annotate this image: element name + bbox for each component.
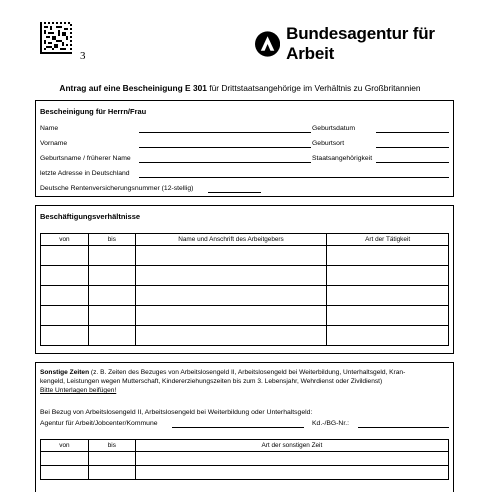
other-periods-description — [40, 368, 450, 395]
table-cell[interactable] — [41, 266, 89, 286]
geburtsname-field[interactable] — [139, 162, 311, 163]
table-cell[interactable] — [88, 452, 135, 466]
col-bis: bis — [88, 440, 135, 452]
staatsangehoerigkeit-label: Staatsangehörigkeit — [312, 155, 373, 162]
kdnr-label: Kd.-/BG-Nr.: — [312, 420, 350, 427]
geburtsort-field[interactable] — [376, 147, 449, 148]
table-cell[interactable] — [41, 306, 89, 326]
other-periods-table — [40, 439, 449, 480]
agentur-label: Agentur für Arbeit/Jobcenter/Kommune — [40, 420, 158, 427]
table-cell[interactable] — [88, 306, 135, 326]
table-cell[interactable] — [327, 306, 449, 326]
table-row — [41, 306, 449, 326]
table-cell[interactable] — [327, 286, 449, 306]
col-taetigkeit: Art der Tätigkeit — [327, 234, 449, 246]
table-row — [41, 452, 449, 466]
form-title-rest: für Drittstaatsangehörige im Verhältnis zu Großbritannien — [206, 83, 421, 93]
table-cell[interactable] — [41, 326, 89, 346]
section-personal — [35, 100, 454, 197]
section-employment-heading: Beschäftigungsverhältnisse — [40, 212, 141, 221]
adresse-field[interactable] — [139, 177, 449, 178]
table-cell[interactable] — [135, 246, 327, 266]
document-number: 3 — [80, 50, 86, 62]
table-cell[interactable] — [41, 452, 89, 466]
table-cell[interactable] — [41, 466, 89, 480]
geburtsort-label: Geburtsort — [312, 140, 345, 147]
vorname-field[interactable] — [139, 147, 311, 148]
table-cell[interactable] — [135, 306, 327, 326]
section-other-heading: Sonstige Zeiten — [40, 369, 90, 376]
datamatrix-code — [40, 22, 72, 54]
employment-table-header — [41, 234, 449, 246]
rvnr-field[interactable] — [208, 192, 261, 193]
table-row — [41, 246, 449, 266]
name-field[interactable] — [139, 132, 311, 133]
form-title-bold: Antrag auf eine Bescheinigung E 301 — [59, 83, 207, 93]
form-title — [0, 83, 480, 93]
adresse-label: letzte Adresse in Deutschland — [40, 170, 130, 177]
col-art-sonstige-zeit: Art der sonstigen Zeit — [135, 440, 448, 452]
other-periods-desc-line1: (z. B. Zeiten des Bezuges von Arbeitslosengeld II, Arbeitslosengeld bei Weiterbildung, Unterhaltsgeld, Kran- — [89, 369, 406, 376]
table-row — [41, 266, 449, 286]
section-other-periods — [35, 362, 454, 492]
table-row — [41, 286, 449, 306]
col-von: von — [41, 440, 89, 452]
table-cell[interactable] — [135, 466, 448, 480]
table-row — [41, 466, 449, 480]
table-cell[interactable] — [135, 452, 448, 466]
table-cell[interactable] — [135, 326, 327, 346]
other-periods-desc-line2: kengeld, Leistungen wegen Mutterschaft, Kindererziehungszeiten bis zum 3. Lebensjahr, Wehrdienst oder Zivildienst) — [40, 378, 383, 385]
table-cell[interactable] — [88, 466, 135, 480]
name-label: Name — [40, 125, 59, 132]
table-cell[interactable] — [88, 326, 135, 346]
col-von: von — [41, 234, 89, 246]
table-cell[interactable] — [135, 286, 327, 306]
table-cell[interactable] — [327, 266, 449, 286]
table-cell[interactable] — [88, 246, 135, 266]
ba-logo-icon — [255, 31, 280, 57]
col-arbeitgeber: Name und Anschrift des Arbeitgebers — [135, 234, 327, 246]
col-bis: bis — [88, 234, 135, 246]
other-periods-table-header — [41, 440, 449, 452]
table-cell[interactable] — [327, 246, 449, 266]
vorname-label: Vorname — [40, 140, 68, 147]
kdnr-field[interactable] — [358, 427, 449, 428]
table-cell[interactable] — [135, 266, 327, 286]
table-cell[interactable] — [327, 326, 449, 346]
employment-table — [40, 233, 449, 346]
rvnr-label: Deutsche Rentenversicherungsnummer (12-stellig) — [40, 185, 194, 192]
table-cell[interactable] — [41, 286, 89, 306]
table-cell[interactable] — [88, 286, 135, 306]
table-row — [41, 326, 449, 346]
table-cell[interactable] — [41, 246, 89, 266]
agentur-field[interactable] — [172, 427, 304, 428]
section-personal-heading: Bescheinigung für Herrn/Frau — [40, 107, 147, 116]
logo — [255, 24, 480, 64]
bezug-note: Bei Bezug von Arbeitslosengeld II, Arbeitslosengeld bei Weiterbildung oder Unterhaltsgeld: — [40, 409, 313, 416]
logo-text: Bundesagentur für Arbeit — [286, 24, 435, 63]
geburtsname-label: Geburtsname / früherer Name — [40, 155, 131, 162]
geburtsdatum-label: Geburtsdatum — [312, 125, 356, 132]
section-employment — [35, 205, 454, 354]
staatsangehoerigkeit-field[interactable] — [376, 162, 449, 163]
attach-note: Bitte Unterlagen beifügen! — [40, 387, 117, 394]
table-cell[interactable] — [88, 266, 135, 286]
geburtsdatum-field[interactable] — [376, 132, 449, 133]
